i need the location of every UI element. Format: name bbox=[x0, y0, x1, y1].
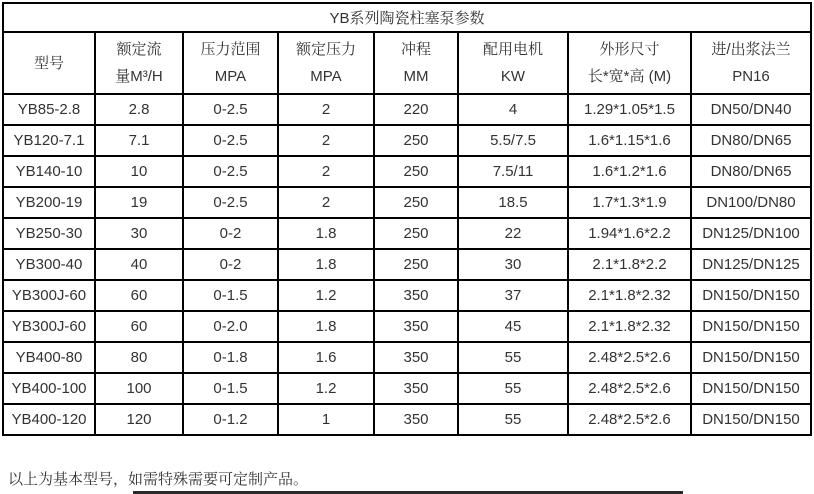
column-header-7: 进/出浆法兰 PN16 bbox=[691, 32, 811, 94]
table-cell-col7: DN150/DN150 bbox=[691, 373, 811, 404]
table-cell-col7: DN150/DN150 bbox=[691, 404, 811, 435]
table-title: YB系列陶瓷柱塞泵参数 bbox=[3, 3, 811, 32]
table-cell-col4: 250 bbox=[374, 218, 458, 249]
table-cell-col0: YB400-80 bbox=[3, 342, 95, 373]
table-cell-col2: 0-2.5 bbox=[183, 156, 278, 187]
table-cell-col6: 2.1*1.8*2.32 bbox=[568, 280, 691, 311]
column-header-3: 额定压力 MPA bbox=[278, 32, 374, 94]
table-cell-col3: 2 bbox=[278, 156, 374, 187]
table-cell-col0: YB85-2.8 bbox=[3, 94, 95, 125]
column-header-1: 额定流 量M³/H bbox=[95, 32, 183, 94]
table-cell-col7: DN150/DN150 bbox=[691, 311, 811, 342]
table-cell-col5: 37 bbox=[458, 280, 568, 311]
table-row bbox=[3, 249, 811, 280]
table-cell-col7: DN150/DN150 bbox=[691, 342, 811, 373]
table-cell-col7: DN100/DN80 bbox=[691, 187, 811, 218]
table-cell-col6: 1.7*1.3*1.9 bbox=[568, 187, 691, 218]
table-cell-col6: 2.48*2.5*2.6 bbox=[568, 404, 691, 435]
table-cell-col3: 1.8 bbox=[278, 249, 374, 280]
table-cell-col4: 250 bbox=[374, 125, 458, 156]
table-cell-col7: DN50/DN40 bbox=[691, 94, 811, 125]
table-cell-col3: 1.6 bbox=[278, 342, 374, 373]
table-cell-col6: 1.94*1.6*2.2 bbox=[568, 218, 691, 249]
table-row bbox=[3, 373, 811, 404]
table-cell-col6: 2.1*1.8*2.32 bbox=[568, 311, 691, 342]
table-row bbox=[3, 125, 811, 156]
table-cell-col3: 1.8 bbox=[278, 311, 374, 342]
table-cell-col3: 2 bbox=[278, 187, 374, 218]
table-cell-col5: 30 bbox=[458, 249, 568, 280]
table-cell-col5: 55 bbox=[458, 373, 568, 404]
table-cell-col4: 250 bbox=[374, 249, 458, 280]
table-cell-col7: DN80/DN65 bbox=[691, 125, 811, 156]
table-cell-col4: 350 bbox=[374, 280, 458, 311]
table-cell-col2: 0-1.5 bbox=[183, 280, 278, 311]
column-header-0: 型号 bbox=[3, 32, 95, 94]
table-body bbox=[3, 94, 811, 435]
table-cell-col1: 7.1 bbox=[95, 125, 183, 156]
table-cell-col5: 55 bbox=[458, 342, 568, 373]
table-row bbox=[3, 342, 811, 373]
table-cell-col4: 350 bbox=[374, 342, 458, 373]
table-cell-col5: 55 bbox=[458, 404, 568, 435]
table-cell-col2: 0-2.5 bbox=[183, 187, 278, 218]
table-cell-col2: 0-1.5 bbox=[183, 373, 278, 404]
table-cell-col1: 19 bbox=[95, 187, 183, 218]
table-cell-col0: YB400-120 bbox=[3, 404, 95, 435]
table-cell-col7: DN125/DN125 bbox=[691, 249, 811, 280]
table-cell-col0: YB250-30 bbox=[3, 218, 95, 249]
table-cell-col3: 1.2 bbox=[278, 280, 374, 311]
table-cell-col0: YB300J-60 bbox=[3, 280, 95, 311]
table-cell-col6: 2.48*2.5*2.6 bbox=[568, 373, 691, 404]
table-cell-col6: 1.29*1.05*1.5 bbox=[568, 94, 691, 125]
column-header-2: 压力范围 MPA bbox=[183, 32, 278, 94]
table-cell-col7: DN80/DN65 bbox=[691, 156, 811, 187]
table-cell-col7: DN125/DN100 bbox=[691, 218, 811, 249]
table-cell-col2: 0-2.5 bbox=[183, 94, 278, 125]
table-cell-col1: 10 bbox=[95, 156, 183, 187]
table-row bbox=[3, 404, 811, 435]
table-row bbox=[3, 94, 811, 125]
table-cell-col4: 250 bbox=[374, 187, 458, 218]
table-cell-col6: 1.6*1.15*1.6 bbox=[568, 125, 691, 156]
table-cell-col3: 2 bbox=[278, 125, 374, 156]
table-cell-col6: 2.1*1.8*2.2 bbox=[568, 249, 691, 280]
table-cell-col3: 1.8 bbox=[278, 218, 374, 249]
table-cell-col2: 0-2 bbox=[183, 218, 278, 249]
table-row bbox=[3, 156, 811, 187]
table-cell-col2: 0-2 bbox=[183, 249, 278, 280]
table-cell-col1: 30 bbox=[95, 218, 183, 249]
column-header-5: 配用电机 KW bbox=[458, 32, 568, 94]
table-cell-col3: 2 bbox=[278, 94, 374, 125]
table-cell-col2: 0-1.2 bbox=[183, 404, 278, 435]
table-cell-col0: YB300-40 bbox=[3, 249, 95, 280]
table-cell-col3: 1.2 bbox=[278, 373, 374, 404]
table-cell-col0: YB400-100 bbox=[3, 373, 95, 404]
table-cell-col6: 2.48*2.5*2.6 bbox=[568, 342, 691, 373]
table-cell-col0: YB120-7.1 bbox=[3, 125, 95, 156]
pump-spec-table bbox=[2, 2, 812, 436]
table-cell-col7: DN150/DN150 bbox=[691, 280, 811, 311]
table-cell-col4: 350 bbox=[374, 373, 458, 404]
column-header-6: 外形尺寸 长*宽*高 (M) bbox=[568, 32, 691, 94]
table-cell-col6: 1.6*1.2*1.6 bbox=[568, 156, 691, 187]
table-cell-col1: 120 bbox=[95, 404, 183, 435]
table-cell-col0: YB200-19 bbox=[3, 187, 95, 218]
table-cell-col5: 5.5/7.5 bbox=[458, 125, 568, 156]
table-cell-col1: 60 bbox=[95, 280, 183, 311]
table-cell-col1: 40 bbox=[95, 249, 183, 280]
table-cell-col2: 0-1.8 bbox=[183, 342, 278, 373]
table-row bbox=[3, 311, 811, 342]
table-row bbox=[3, 218, 811, 249]
table-cell-col5: 7.5/11 bbox=[458, 156, 568, 187]
table-cell-col1: 80 bbox=[95, 342, 183, 373]
header-row bbox=[3, 32, 811, 94]
table-cell-col4: 250 bbox=[374, 156, 458, 187]
table-cell-col5: 18.5 bbox=[458, 187, 568, 218]
table-cell-col4: 350 bbox=[374, 404, 458, 435]
table-row bbox=[3, 280, 811, 311]
table-cell-col0: YB300J-60 bbox=[3, 311, 95, 342]
table-cell-col1: 100 bbox=[95, 373, 183, 404]
table-cell-col1: 60 bbox=[95, 311, 183, 342]
table-cell-col2: 0-2.5 bbox=[183, 125, 278, 156]
table-cell-col5: 22 bbox=[458, 218, 568, 249]
table-cell-col0: YB140-10 bbox=[3, 156, 95, 187]
table-row bbox=[3, 187, 811, 218]
table-cell-col1: 2.8 bbox=[95, 94, 183, 125]
column-header-4: 冲程 MM bbox=[374, 32, 458, 94]
footer-note: 以上为基本型号，如需特殊需要可定制产品。 bbox=[8, 471, 309, 488]
table-cell-col5: 45 bbox=[458, 311, 568, 342]
table-cell-col2: 0-2.0 bbox=[183, 311, 278, 342]
table-cell-col4: 350 bbox=[374, 311, 458, 342]
title-row bbox=[3, 3, 811, 32]
table-cell-col5: 4 bbox=[458, 94, 568, 125]
table-cell-col3: 1 bbox=[278, 404, 374, 435]
table-cell-col4: 220 bbox=[374, 94, 458, 125]
